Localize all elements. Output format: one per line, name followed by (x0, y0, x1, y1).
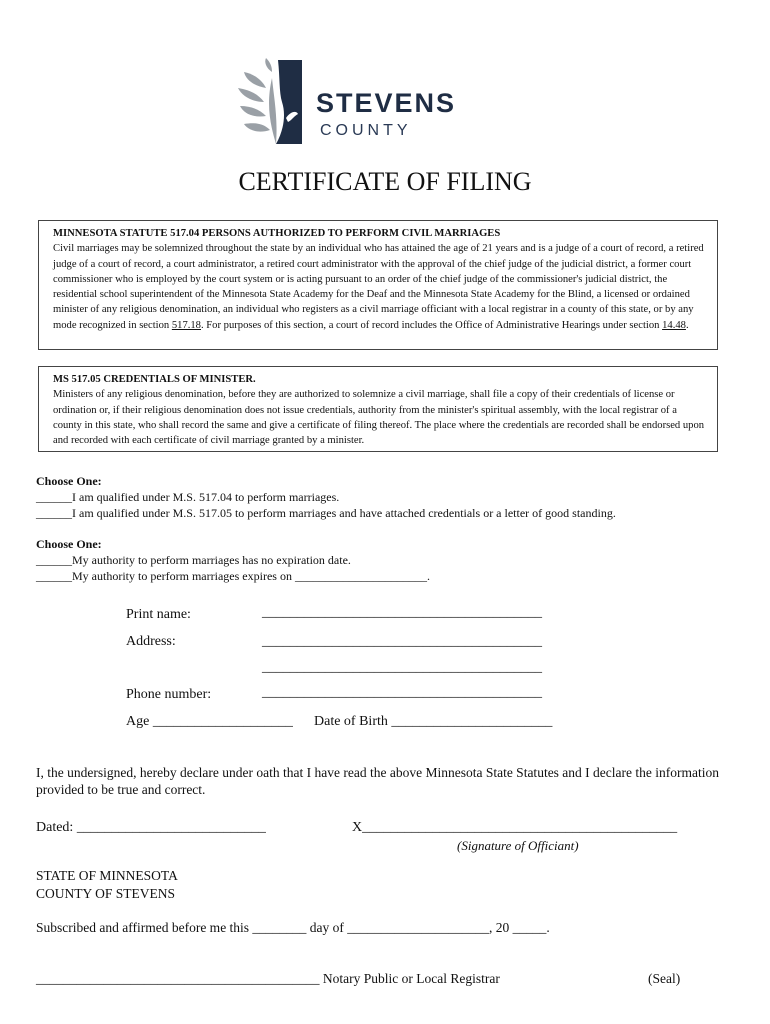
section-517-18-link[interactable]: 517.18 (171, 319, 201, 331)
address-field-line-2[interactable]: ________________________________________ (262, 660, 542, 675)
age-field[interactable]: Age ____________________ (126, 714, 293, 729)
address-field-line-1[interactable]: ________________________________________ (262, 634, 542, 649)
choice-heading: Choose One: (36, 474, 102, 488)
logo-emblem-icon (236, 58, 316, 148)
logo-wordmark-stevens: STEVENS (316, 88, 457, 118)
option-no-expiration[interactable]: ______My authority to perform marriages has no expiration date. (36, 553, 351, 567)
address-label: Address: (126, 634, 176, 649)
option-517-05[interactable]: ______I am qualified under M.S. 517.05 to perform marriages and have attached credentials or a letter of good standing. (36, 506, 616, 520)
option-expires-on[interactable]: ______My authority to perform marriages expires on ______________________. (36, 569, 430, 583)
section-14-48-link[interactable]: 14.48 (662, 319, 686, 331)
declaration-text: I, the undersigned, hereby declare under oath that I have read the above Minnesota State Statutes and I declare the information provided to be true and correct. (36, 765, 719, 797)
logo-wordmark-county: COUNTY (320, 122, 412, 139)
choice-heading: Choose One: (36, 537, 102, 551)
expiration-choice (36, 536, 430, 584)
statute-517-04-heading: MINNESOTA STATUTE 517.04 PERSONS AUTHORIZED TO PERFORM CIVIL MARRIAGES (53, 228, 501, 239)
notary-signature-line[interactable]: __________________________________________ Notary Public or Local Registrar (36, 971, 500, 986)
seal-label: (Seal) (648, 971, 681, 986)
statute-517-04-text: Civil marriages may be solemnized throughout the state by an individual who has attained the age of 21 years and is a judge of a court of record, a retired judge of a court of record, a court administrator, a retired court administrator with the approval of the chief judge of the judicial district, a former court commissioner who is employed by the court system or is acting pursuant to an order of the chief judge of the commissioner's judicial district, the residential school superintendent of the Minnesota State Academy for the Deaf and the Minnesota State Academy for the Blind, a licensed or ordained minister of any religious denomination, an individual who registers as a civil marriage officiant with a local registrar in a county of this state, or by any mode recognized in section 517.18. For purposes of this section, a court of record includes the Office of Administrative Hearings under section 14.48. (53, 243, 704, 331)
statute-517-05-text: Ministers of any religious denomination, before they are authorized to solemnize a civil marriage, shall file a copy of their credentials of license or ordination or, if their religious denomination does not issue credentials, authority from the minister's spiritual assembly, with the local registrar of a county in this state, who shall record the same and give a certificate of filing thereof. The place where the credentials are recorded shall be endorsed upon and recorded with each certificate of civil marriage granted by a minister. (53, 389, 705, 447)
phone-field[interactable]: ________________________________________ (262, 685, 542, 700)
signature-line[interactable]: X_____________________________________________ (352, 820, 678, 835)
option-517-04[interactable]: ______I am qualified under M.S. 517.04 to perform marriages. (36, 490, 340, 504)
qualification-choice (36, 473, 616, 521)
statute-517-05-box (38, 366, 718, 452)
statute-517-04-box (38, 220, 718, 350)
stevens-county-logo (236, 58, 476, 148)
print-name-label: Print name: (126, 607, 191, 622)
signature-caption: (Signature of Officiant) (457, 838, 579, 853)
dated-field[interactable]: Dated: ___________________________ (36, 820, 266, 835)
county-label: COUNTY OF STEVENS (36, 886, 176, 901)
date-of-birth-field[interactable]: Date of Birth _______________________ (314, 714, 553, 729)
document-title: CERTIFICATE OF FILING (238, 167, 532, 196)
print-name-field[interactable]: ________________________________________ (262, 605, 542, 620)
subscribed-line[interactable]: Subscribed and affirmed before me this ________ day of _____________________, 20 _____. (36, 920, 550, 935)
state-label: STATE OF MINNESOTA (36, 868, 178, 883)
phone-label: Phone number: (126, 687, 212, 702)
statute-517-05-heading: MS 517.05 CREDENTIALS OF MINISTER. (53, 374, 256, 385)
